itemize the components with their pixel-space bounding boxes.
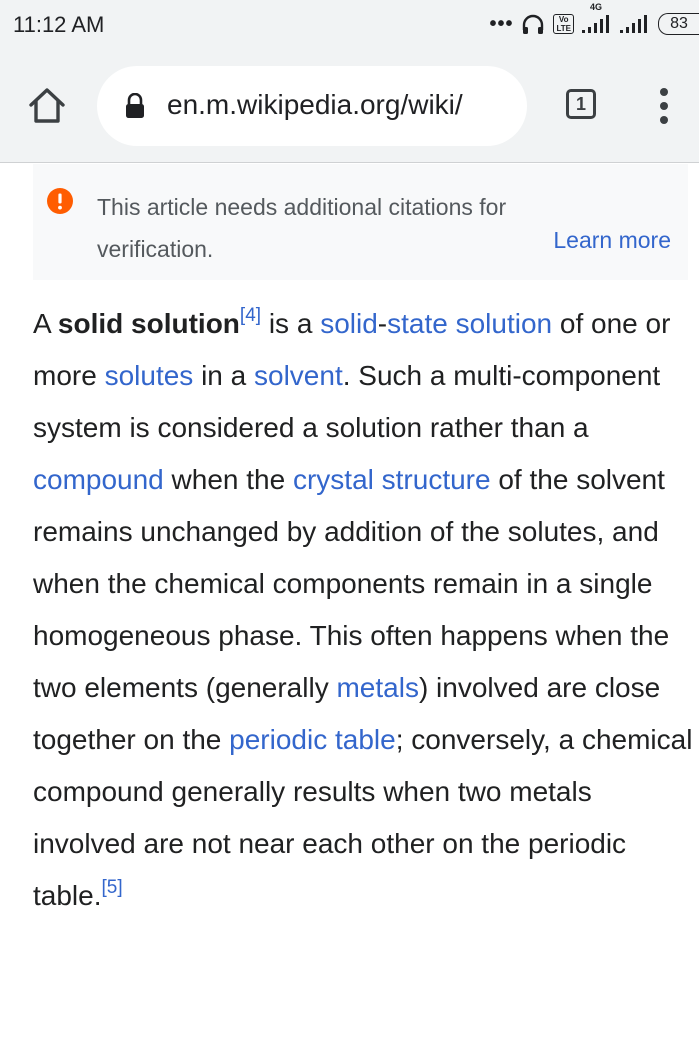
link-solutes[interactable]: solutes bbox=[104, 360, 194, 391]
link-solid[interactable]: solid bbox=[320, 308, 378, 339]
home-button[interactable] bbox=[26, 84, 68, 126]
text-segment: A bbox=[33, 308, 58, 339]
more-notifications-icon: ••• bbox=[489, 12, 514, 35]
tab-switcher-button[interactable]: 1 bbox=[566, 89, 596, 119]
url-text[interactable]: en.m.wikipedia.org/wiki/ bbox=[167, 89, 463, 120]
volte-label-top: Vo bbox=[558, 15, 569, 24]
text-segment: ; conversely, a chemical compound generally results when two metals involved are not near each other on the periodic table. bbox=[33, 724, 693, 911]
text-segment: when the bbox=[163, 464, 293, 495]
text-segment: of the solvent remains unchanged by addition of the solutes, and when the chemical components remain in a single homogeneous phase. This often happens when the two elements (generally bbox=[33, 464, 670, 703]
network-type-label: 4G bbox=[589, 2, 602, 12]
signal-strength-icon bbox=[582, 13, 612, 35]
volte-label-bottom: LTE bbox=[556, 24, 571, 33]
text-segment: in a bbox=[193, 360, 254, 391]
status-bar bbox=[0, 0, 699, 50]
lock-icon[interactable] bbox=[124, 93, 146, 119]
article-body bbox=[33, 298, 693, 922]
link-periodic-table[interactable]: periodic table bbox=[229, 724, 396, 755]
overflow-menu-icon[interactable] bbox=[652, 86, 676, 126]
warning-icon bbox=[47, 188, 73, 214]
link-state-solution[interactable]: state solution bbox=[387, 308, 553, 339]
home-icon bbox=[27, 86, 67, 124]
text-segment: ) involved are close together on the bbox=[33, 672, 661, 755]
citation-marker[interactable]: [4] bbox=[239, 305, 262, 326]
browser-chrome bbox=[0, 0, 699, 163]
text-segment: . Such a multi-component system is considered a solution rather than a bbox=[33, 360, 661, 443]
text-segment: - bbox=[377, 308, 388, 339]
link-crystal-structure[interactable]: crystal structure bbox=[292, 464, 491, 495]
link-solvent[interactable]: solvent bbox=[254, 360, 343, 391]
address-bar[interactable] bbox=[97, 66, 527, 146]
link-compound[interactable]: compound bbox=[33, 464, 164, 495]
citation-link[interactable] bbox=[239, 305, 262, 339]
status-time: 11:12 AM bbox=[13, 12, 105, 37]
article-paragraph bbox=[33, 298, 693, 922]
text-segment: is a bbox=[261, 308, 321, 339]
citation-link[interactable] bbox=[101, 877, 123, 911]
link-metals[interactable]: metals bbox=[336, 672, 419, 703]
learn-more-link[interactable]: Learn more bbox=[553, 227, 671, 253]
volte-icon bbox=[553, 14, 574, 34]
signal-strength-secondary-icon bbox=[620, 13, 650, 35]
status-icons bbox=[489, 10, 699, 38]
citation-notice bbox=[33, 164, 688, 280]
text-segment: of one or more bbox=[33, 308, 671, 391]
article-term: solid solution bbox=[57, 308, 240, 339]
battery-indicator: 83 bbox=[658, 13, 699, 35]
notice-message: This article needs additional citations for verification. bbox=[97, 194, 507, 262]
citation-marker[interactable]: [5] bbox=[101, 877, 123, 898]
headphones-icon bbox=[521, 12, 545, 36]
